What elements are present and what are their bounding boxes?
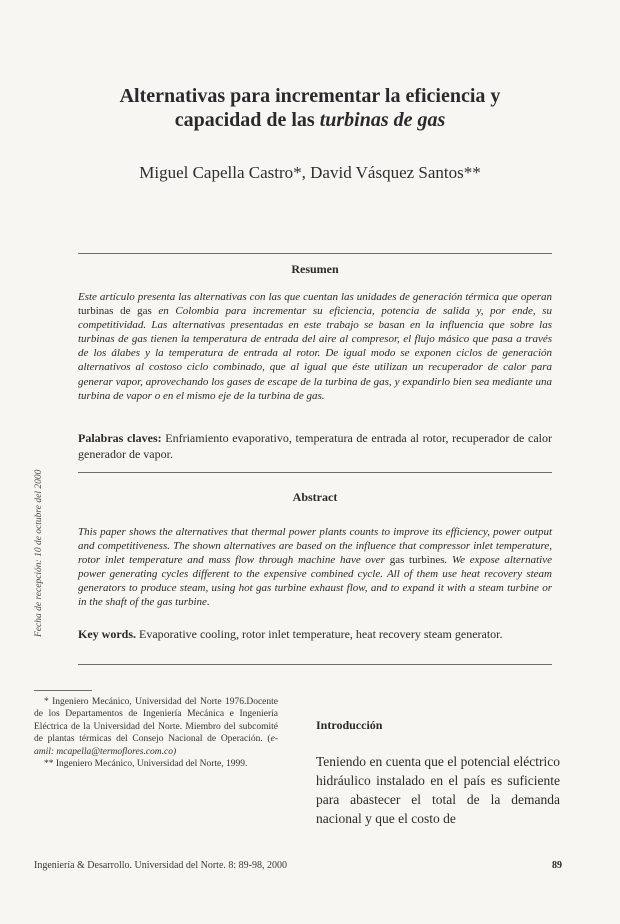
abstract-bottom-rule	[78, 664, 552, 665]
introduccion-text: Teniendo en cuenta que el potencial eléctrico hidráulico instalado en el país es suficiente para abastecer el total de la demanda nacional y que el costo de	[316, 754, 560, 826]
abstract-heading: Abstract	[292, 490, 338, 504]
abstract-keywords-text: Evaporative cooling, rotor inlet temperature, heat recovery steam generator.	[136, 627, 503, 641]
resumen-keywords-text: Enfriamiento evaporativo, temperatura de entrada al rotor, recuperador de calor generador de vapor.	[78, 431, 552, 461]
introduccion-heading: Introducción	[316, 718, 383, 732]
resumen-text	[78, 290, 552, 403]
resumen-text-italic-2: en Colombia para incrementar su eficiencia, potencia de salida y, por ende, su competitividad. Las alternativas presentadas en este trabajo se basan en la influencia que sobre las turbinas de gas tienen la temperatura de entrada del aire al compresor, el flujo másico que pasa a través de los álabes y la temperatura de entrada al rotor. De igual modo se exponen ciclos de generación alternativos al costoso ciclo combinado, que al igual que éste utilizan un recuperador de calor para generar vapor, aprovechando los gases de escape de la turbina de gas, y expandirlo bien sea mediante una turbina de vapor o en el mismo eje de la turbina de gas.	[78, 305, 553, 402]
resumen-heading: Resumen	[291, 262, 339, 276]
footnote-1-text: * Ingeniero Mecánico, Universidad del Norte 1976.Docente de los Departamentos de Ingeniería Mecánica e Ingeniería Eléctrica de la Universidad del Norte. Miembro del subcomité de plantas térmicas del Consejo Nacional de Operación. (	[34, 697, 278, 745]
title-line-2-regular: capacidad de las	[174, 109, 320, 131]
title-line-1: Alternativas para incrementar la eficiencia y	[119, 85, 501, 107]
abstract-text-regular: gas turbines	[389, 554, 445, 567]
resumen-top-rule	[78, 253, 552, 254]
reception-date-note: Fecha de recepción: 10 de octubre del 2000	[34, 469, 44, 637]
author-list: Miguel Capella Castro*, David Vásquez Santos**	[139, 163, 481, 182]
title-line-2	[60, 108, 560, 132]
footnote-1-email: e-amil: mcapella@termoflores.com.co)	[34, 734, 278, 757]
abstract-text-italic: This paper shows the alternatives that thermal power plants counts to improve its efficiency, power output and competitiveness. The shown alternatives are based on the influence that compressor inlet temperature, rotor inlet temperature and mass flow through machine have over	[78, 526, 552, 567]
resumen-keywords-label: Palabras claves:	[78, 431, 162, 445]
abstract-top-rule	[78, 472, 552, 473]
abstract-text-italic-2: . We expose alternative power generating cycles different to the expensive combined cycle. All of them use heat recovery steam generators to produce steam, using hot gas turbine exhaust flow, and to expand it with a steam turbine or in the shaft of the gas turbine.	[78, 554, 552, 609]
journal-citation: Ingeniería & Desarrollo. Universidad del Norte. 8: 89-98, 2000	[34, 860, 287, 871]
footnotes	[34, 696, 278, 770]
abstract-keywords	[78, 626, 552, 642]
footnote-1	[34, 696, 278, 758]
resumen-text-italic: Este artículo presenta las alternativas con las que cuentan las unidades de generación térmica que operan	[78, 291, 552, 303]
resumen-keywords	[78, 430, 552, 462]
abstract-text	[78, 525, 552, 610]
abstract-keywords-label: Key words.	[78, 627, 136, 641]
article-title	[60, 84, 560, 132]
resumen-text-regular: turbinas de gas	[78, 305, 159, 318]
footnote-rule	[34, 690, 92, 691]
title-line-2-italic: turbinas de gas	[319, 109, 446, 131]
page-number: 89	[552, 860, 562, 871]
footnote-2: ** Ingeniero Mecánico, Universidad del Norte, 1999.	[44, 759, 248, 770]
